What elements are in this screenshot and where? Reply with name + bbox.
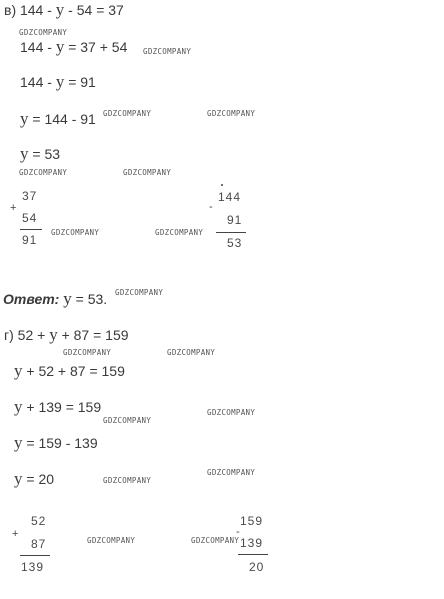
watermark: GDZCOMPANY — [19, 28, 68, 37]
watermark: GDZCOMPANY — [19, 168, 68, 177]
difference-result: 53 — [227, 236, 243, 250]
subtrahend: 139 — [240, 536, 264, 550]
variable-y: y — [63, 289, 72, 308]
addend-1: 37 — [22, 189, 38, 203]
plus-sign: + — [10, 202, 17, 214]
variable-y: y — [14, 469, 23, 488]
minus-sign: - — [236, 526, 240, 538]
watermark: GDZCOMPANY — [103, 416, 152, 425]
watermark: GDZCOMPANY — [207, 109, 256, 118]
difference-line — [238, 554, 268, 555]
sum-line — [20, 555, 50, 556]
watermark: GDZCOMPANY — [51, 228, 100, 237]
difference-result: 20 — [249, 560, 265, 574]
watermark: GDZCOMPANY — [103, 476, 152, 485]
variable-y: y — [49, 325, 58, 344]
plus-sign: + — [12, 528, 19, 540]
watermark: GDZCOMPANY — [115, 288, 164, 297]
minuend: 144 — [218, 190, 242, 204]
equation-v-4: y = 144 - 91 — [20, 109, 96, 128]
watermark: GDZCOMPANY — [87, 536, 136, 545]
minuend: 159 — [240, 514, 264, 528]
equation-g-2: y + 52 + 87 = 159 — [14, 361, 125, 380]
watermark: GDZCOMPANY — [63, 348, 112, 357]
borrow-dot — [221, 184, 223, 186]
watermark: GDZCOMPANY — [143, 47, 192, 56]
watermark: GDZCOMPANY — [123, 168, 172, 177]
watermark: GDZCOMPANY — [155, 228, 204, 237]
variable-y: y — [14, 397, 23, 416]
watermark: GDZCOMPANY — [103, 109, 152, 118]
equation-g-3: y + 139 = 159 — [14, 397, 102, 416]
equation-g-4: y = 159 - 139 — [14, 433, 98, 452]
variable-y: y — [14, 433, 23, 452]
variable-y: y — [55, 0, 65, 19]
addend-2: 54 — [22, 211, 38, 225]
watermark: GDZCOMPANY — [167, 348, 216, 357]
sum-result: 91 — [22, 233, 38, 247]
sum-result: 139 — [21, 560, 45, 574]
variable-y: y — [14, 361, 23, 380]
variable-y: y — [20, 144, 29, 163]
sum-line — [20, 229, 42, 230]
answer-label: Ответ: — [3, 291, 60, 307]
equation-v-2: 144 - y = 37 + 54 — [20, 37, 128, 56]
watermark: GDZCOMPANY — [207, 408, 256, 417]
equation-g-1: г) 52 + y + 87 = 159 — [4, 325, 129, 344]
difference-line — [216, 232, 246, 233]
subtrahend: 91 — [227, 213, 243, 227]
answer-v: Ответ: y = 53. — [3, 289, 108, 308]
variable-y: y — [55, 37, 65, 56]
watermark: GDZCOMPANY — [207, 468, 256, 477]
variable-y: y — [55, 72, 65, 91]
equation-v-3: 144 - y = 91 — [20, 72, 96, 91]
equation-v-1: в) 144 - y - 54 = 37 — [4, 0, 124, 19]
equation-v-5: y = 53 — [20, 144, 61, 163]
variable-y: y — [20, 109, 29, 128]
equation-g-5: y = 20 — [14, 469, 55, 488]
addend-1: 52 — [31, 514, 47, 528]
minus-sign: - — [209, 201, 213, 213]
watermark: GDZCOMPANY — [191, 536, 240, 545]
addend-2: 87 — [31, 537, 47, 551]
